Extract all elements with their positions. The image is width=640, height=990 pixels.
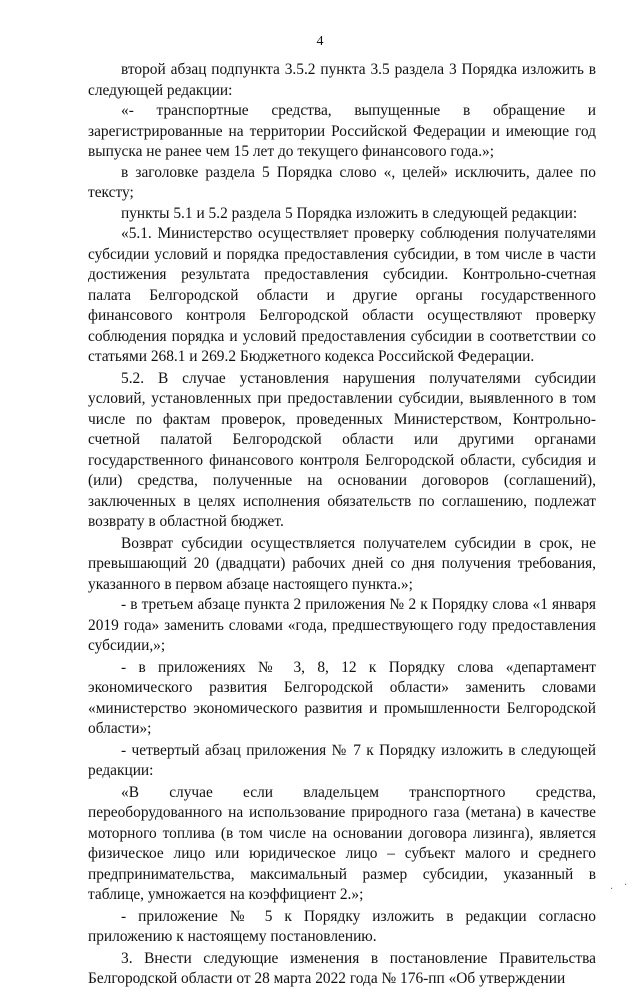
paragraph: - четвертый абзац приложения № 7 к Порядку изложить в следующей редакции: [88, 741, 596, 779]
scan-speck: · [610, 884, 614, 895]
paragraph: пункты 5.1 и 5.2 раздела 5 Порядка изложить в следующей редакции: [121, 204, 578, 222]
paragraph: «- транспортные средства, выпущенные в обращение и зарегистрированные на территории Российской Федерации и имеющие год выпуска не ранее чем 15 лет до текущего финансового года.»; [88, 102, 596, 160]
paragraph: - в третьем абзаце пункта 2 приложения № 2 к Порядку слова «1 января 2019 года» заменить словами «года, предшествующего году предоставления субсидии,»; [88, 596, 596, 654]
paragraph: «В случае если владельцем транспортного средства, переоборудованного на использование природного газа (метана) в качестве моторного топлива (в том числе на основании договора лизинга), является физическое лицо или юридическое лицо – субъект малого и среднего предпринимательства, максимальный размер субсидии, указанный в таблице, умножается на коэффициент 2.»; [88, 783, 596, 903]
paragraph: - приложение № 5 к Порядку изложить в редакции согласно приложению к настоящему постановлению. [88, 907, 596, 945]
paragraph: 3. Внести следующие изменения в постановление Правительства Белгородской области от 28 марта 2022 года № 176-пп «Об утверждении [88, 949, 596, 987]
document-body [88, 60, 596, 990]
paragraph: Возврат субсидии осуществляется получателем субсидии в срок, не превышающий 20 (двадцати) рабочих дней со дня получения требования, указанного в первом абзаце настоящего пункта.»; [88, 534, 596, 593]
paragraph: 5.2. В случае установления нарушения получателями субсидии условий, установленных при предоставлении субсидии, выявленного в том числе по фактам проверок, проведенных Министерством, Контрольно-счетной палатой Белгородской области или другими органами государственного финансового контроля Белгородской области, субсидия и (или) средства, полученные на основании договоров (соглашений), заключенных в целях исполнения обязательств по соглашению, подлежат возврату в областной бюджет. [88, 369, 596, 530]
scan-speck: · [624, 880, 628, 891]
paragraph: «5.1. Министерство осуществляет проверку соблюдения получателями субсидии условий и порядка предоставления субсидии, в том числе в части достижения результата предоставления субсидии. Контрольно-счетная палата Белгородской области и другие органы государственного финансового контроля Белгородской области осуществляют проверку соблюдения порядка и условий предоставления субсидии в соответствии со статьями 268.1 и 269.2 Бюджетного кодекса Российской Федерации. [88, 225, 596, 365]
paragraph: - в приложениях № 3, 8, 12 к Порядку слова «департамент экономического развития Белгородской области» заменить словами «министерство экономического развития и промышленности Белгородской области»; [88, 658, 596, 737]
paragraph: второй абзац подпункта 3.5.2 пункта 3.5 раздела 3 Порядка изложить в следующей редакции: [88, 61, 596, 99]
page-number: 4 [316, 34, 324, 49]
paragraph: в заголовке раздела 5 Порядка слово «, целей» исключить, далее по тексту; [88, 163, 596, 201]
